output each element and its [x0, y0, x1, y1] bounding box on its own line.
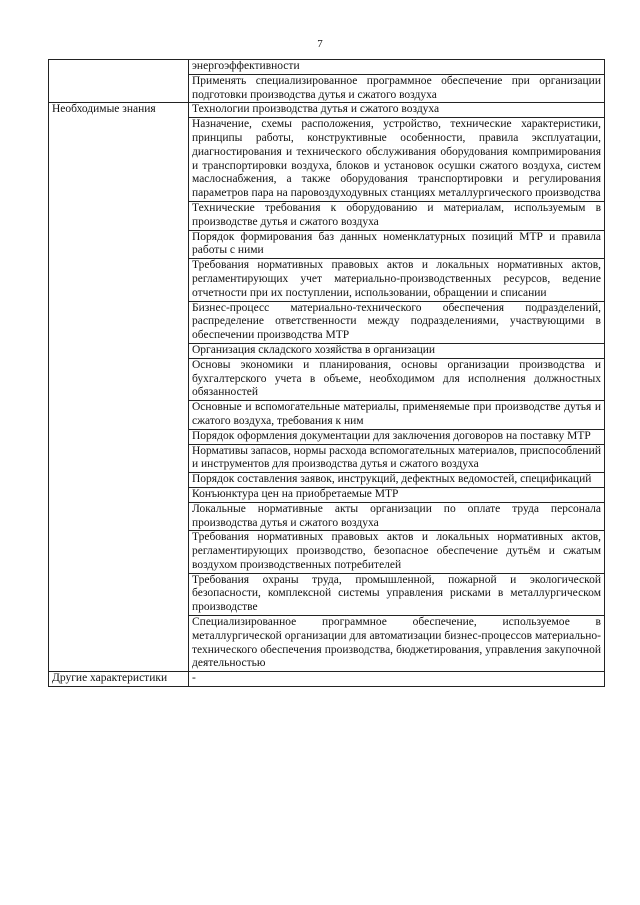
- requirement-text: -: [189, 672, 605, 687]
- requirements-table-body: [49, 60, 605, 687]
- requirement-text: энергоэффективности: [189, 60, 605, 75]
- page-number: 7: [317, 38, 323, 50]
- requirement-text: Специализированное программное обеспечение, используемое в металлургической организации для автоматизации бизнес-процессов материально-технического обеспечения производства, бюджетирования, управления закупочной деятельностью: [189, 616, 605, 672]
- requirements-table: [48, 59, 605, 687]
- requirement-text: Нормативы запасов, нормы расхода вспомогательных материалов, приспособлений и инструментов для производства дутья и сжатого воздуха: [189, 444, 605, 473]
- section-label: Необходимые знания: [49, 103, 189, 672]
- requirement-text: Конъюнктура цен на приобретаемые МТР: [189, 487, 605, 502]
- requirement-text: Требования охраны труда, промышленной, пожарной и экологической безопасности, комплексной системы управления рисками в металлургическом производстве: [189, 573, 605, 615]
- requirement-text: Порядок оформления документации для заключения договоров на поставку МТР: [189, 429, 605, 444]
- requirement-text: Применять специализированное программное обеспечение при организации подготовки производства дутья и сжатого воздуха: [189, 74, 605, 103]
- requirement-text: Локальные нормативные акты организации по оплате труда персонала производства дутья и сжатого воздуха: [189, 502, 605, 531]
- requirement-text: Порядок формирования баз данных номенклатурных позиций МТР и правила работы с ними: [189, 230, 605, 259]
- table-row: [49, 103, 605, 118]
- requirement-text: Требования нормативных правовых актов и локальных нормативных актов, регламентирующих учет материально-производственных ресурсов, ведение отчетности при их поступлении, использовании, обращении и списании: [189, 259, 605, 301]
- section-label: Другие характеристики: [49, 672, 189, 687]
- requirement-text: Основы экономики и планирования, основы организации производства и бухгалтерского учета в объеме, необходимом для исполнения должностных обязанностей: [189, 358, 605, 400]
- requirement-text: Бизнес-процесс материально-технического обеспечения подразделений, распределение ответственности между подразделениями, участвующими в обеспечении производства МТР: [189, 301, 605, 343]
- requirement-text: Основные и вспомогательные материалы, применяемые при производстве дутья и сжатого воздуха, требования к ним: [189, 401, 605, 430]
- table-row: [49, 60, 605, 75]
- requirement-text: Технологии производства дутья и сжатого воздуха: [189, 103, 605, 118]
- section-label: [49, 60, 189, 103]
- requirement-text: Технические требования к оборудованию и материалам, используемым в производстве дутья и сжатого воздуха: [189, 201, 605, 230]
- requirement-text: Назначение, схемы расположения, устройство, технические характеристики, принципы работы, конструктивные особенности, правила эксплуатации, диагностирования и технического обслуживания оборудования компримирования и транспортировки воздуха, блоков и установок осушки сжатого воздуха, систем маслоснабжения, а также оборудования транспортировки и регулирования параметров пара на паровоздуходувных станциях металлургического производства: [189, 118, 605, 202]
- requirement-text: Порядок составления заявок, инструкций, дефектных ведомостей, спецификаций: [189, 473, 605, 488]
- table-row: [49, 672, 605, 687]
- requirement-text: Организация складского хозяйства в организации: [189, 343, 605, 358]
- requirement-text: Требования нормативных правовых актов и локальных нормативных актов, регламентирующих производство, безопасное обеспечение дутьём и сжатым воздухом производственных потребителей: [189, 531, 605, 573]
